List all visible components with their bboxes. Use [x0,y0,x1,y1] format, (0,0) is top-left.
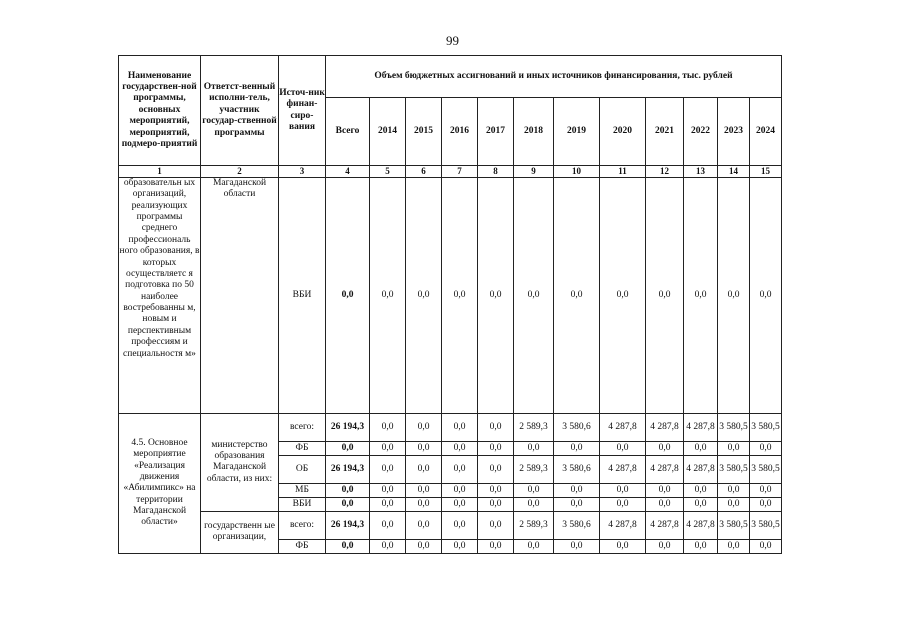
responsible-cell: министерство образования Магаданской области, из них: [201,413,279,511]
value-cell: 0,0 [442,483,478,497]
value-cell: 0,0 [478,539,514,553]
value-cell: 3 580,6 [554,455,600,483]
value-cell: 0,0 [406,413,442,441]
value-cell: 0,0 [406,483,442,497]
source-cell: ВБИ [279,497,326,511]
value-cell: 0,0 [514,497,554,511]
value-cell: 4 287,8 [684,511,718,539]
value-cell: 0,0 [718,177,750,413]
value-cell: 3 580,5 [718,413,750,441]
year-header: 2021 [646,98,684,166]
header-name: Наименование государствен-ной программы, основных мероприятий, мероприятий, подмеро-приятий [119,56,201,166]
value-cell: 0,0 [326,483,370,497]
value-cell: 3 580,5 [750,455,782,483]
value-cell: 0,0 [514,483,554,497]
value-cell: 0,0 [406,539,442,553]
responsible-cell: государственн ые организации, [201,511,279,553]
year-header: 2017 [478,98,514,166]
value-cell: 0,0 [370,413,406,441]
value-cell: 0,0 [646,539,684,553]
value-cell: 3 580,6 [554,413,600,441]
measure-name-cell: образовательн ых организаций, реализующих программы среднего профессиональ ного образования, в которых осуществляетс я подготовка по 50 наиболее востребованны м, новым и перспективным профессиям и специальностя м» [119,177,201,413]
value-cell: 4 287,8 [600,413,646,441]
year-header: 2022 [684,98,718,166]
page-number: 99 [446,33,459,48]
value-cell: 0,0 [370,483,406,497]
value-cell: 4 287,8 [600,455,646,483]
measure-name-cell: 4.5. Основное мероприятие «Реализация движения «Абилимпикс» на территории Магаданской области» [119,413,201,553]
value-cell: 0,0 [326,497,370,511]
source-cell: МБ [279,483,326,497]
column-number: 3 [279,166,326,178]
year-header: 2023 [718,98,750,166]
value-cell: 0,0 [442,511,478,539]
column-number: 13 [684,166,718,178]
column-number: 12 [646,166,684,178]
value-cell: 0,0 [718,539,750,553]
value-cell: 0,0 [406,441,442,455]
value-cell: 3 580,5 [718,511,750,539]
value-cell: 2 589,3 [514,511,554,539]
value-cell: 0,0 [684,483,718,497]
value-cell: 4 287,8 [646,511,684,539]
column-number: 2 [201,166,279,178]
value-cell: 0,0 [370,539,406,553]
value-cell: 2 589,3 [514,413,554,441]
value-cell: 4 287,8 [684,413,718,441]
value-cell: 26 194,3 [326,413,370,441]
source-cell: всего: [279,511,326,539]
column-number: 7 [442,166,478,178]
value-cell: 0,0 [646,177,684,413]
column-number: 15 [750,166,782,178]
value-cell: 0,0 [514,177,554,413]
year-header: 2015 [406,98,442,166]
value-cell: 26 194,3 [326,511,370,539]
value-cell: 3 580,5 [750,511,782,539]
value-cell: 0,0 [406,511,442,539]
value-cell: 4 287,8 [646,455,684,483]
value-cell: 0,0 [442,177,478,413]
column-number: 9 [514,166,554,178]
value-cell: 2 589,3 [514,455,554,483]
value-cell: 0,0 [326,441,370,455]
value-cell: 0,0 [406,455,442,483]
year-header: 2018 [514,98,554,166]
value-cell: 0,0 [750,441,782,455]
column-number: 14 [718,166,750,178]
value-cell: 0,0 [370,177,406,413]
value-cell: 0,0 [370,441,406,455]
value-cell: 3 580,6 [554,511,600,539]
value-cell: 0,0 [646,497,684,511]
value-cell: 0,0 [514,539,554,553]
value-cell: 0,0 [478,497,514,511]
year-header: 2014 [370,98,406,166]
value-cell: 0,0 [478,177,514,413]
value-cell: 4 287,8 [600,511,646,539]
source-cell: ФБ [279,441,326,455]
value-cell: 0,0 [750,483,782,497]
table-row [119,413,782,441]
value-cell: 0,0 [370,497,406,511]
column-number: 4 [326,166,370,178]
column-number: 5 [370,166,406,178]
year-header: 2020 [600,98,646,166]
source-cell: ФБ [279,539,326,553]
value-cell: 0,0 [718,441,750,455]
value-cell: 4 287,8 [646,413,684,441]
column-number: 1 [119,166,201,178]
value-cell: 26 194,3 [326,455,370,483]
value-cell: 0,0 [514,441,554,455]
value-cell: 4 287,8 [684,455,718,483]
source-cell: ОБ [279,455,326,483]
column-number: 11 [600,166,646,178]
value-cell: 0,0 [326,539,370,553]
value-cell: 0,0 [442,539,478,553]
table-row [119,511,782,539]
value-cell: 0,0 [646,441,684,455]
header-volume: Объем бюджетных ассигнований и иных источников финансирования, тыс. рублей [326,56,782,98]
value-cell: 0,0 [370,455,406,483]
value-cell: 3 580,5 [750,413,782,441]
value-cell: 0,0 [750,539,782,553]
value-cell: 0,0 [478,511,514,539]
value-cell: 0,0 [478,441,514,455]
value-cell: 0,0 [684,539,718,553]
source-cell: всего: [279,413,326,441]
column-number: 8 [478,166,514,178]
header-responsible: Ответст-венный исполни-тель, участник государ-ственной программы [201,56,279,166]
financing-table [118,55,782,554]
value-cell: 0,0 [478,483,514,497]
source-cell: ВБИ [279,177,326,413]
header-source: Источ-ник финан-сиро-вания [279,56,326,166]
value-cell: 0,0 [370,511,406,539]
value-cell: 0,0 [718,497,750,511]
value-cell: 3 580,5 [718,455,750,483]
value-cell: 0,0 [684,497,718,511]
year-header: 2016 [442,98,478,166]
value-cell: 0,0 [442,413,478,441]
value-cell: 0,0 [750,177,782,413]
year-header: 2024 [750,98,782,166]
value-cell: 0,0 [600,483,646,497]
responsible-cell: Магаданской области [201,177,279,413]
value-cell: 0,0 [600,539,646,553]
value-cell: 0,0 [554,497,600,511]
value-cell: 0,0 [554,441,600,455]
column-number: 10 [554,166,600,178]
value-cell: 0,0 [326,177,370,413]
value-cell: 0,0 [554,177,600,413]
table-row [119,177,782,413]
value-cell: 0,0 [406,177,442,413]
value-cell: 0,0 [478,455,514,483]
value-cell: 0,0 [406,497,442,511]
value-cell: 0,0 [646,483,684,497]
year-header: Всего [326,98,370,166]
value-cell: 0,0 [442,497,478,511]
value-cell: 0,0 [600,177,646,413]
value-cell: 0,0 [684,177,718,413]
value-cell: 0,0 [554,539,600,553]
year-header: 2019 [554,98,600,166]
column-number: 6 [406,166,442,178]
value-cell: 0,0 [750,497,782,511]
value-cell: 0,0 [478,413,514,441]
value-cell: 0,0 [442,441,478,455]
value-cell: 0,0 [442,455,478,483]
value-cell: 0,0 [718,483,750,497]
value-cell: 0,0 [600,497,646,511]
value-cell: 0,0 [684,441,718,455]
value-cell: 0,0 [554,483,600,497]
value-cell: 0,0 [600,441,646,455]
